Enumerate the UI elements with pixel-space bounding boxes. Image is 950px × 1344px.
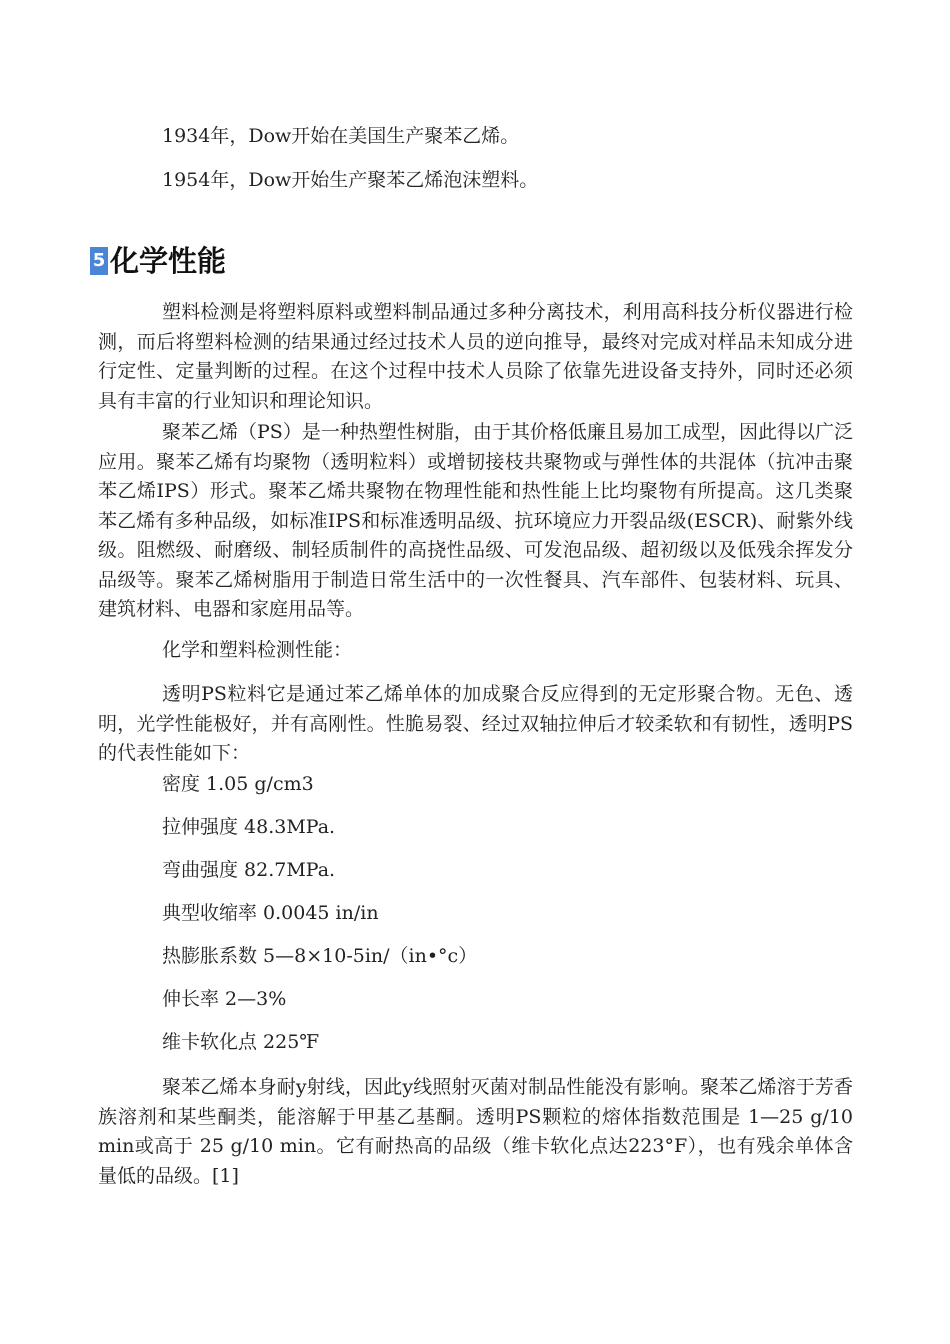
section-number-badge: 5: [90, 247, 108, 275]
history-line-1954: 1954年，Dow开始生产聚苯乙烯泡沫塑料。: [162, 169, 539, 191]
property-tensile-strength: 拉伸强度 48.3MPa.: [162, 816, 336, 838]
paragraph-transparent-ps: 透明PS粒料它是通过苯乙烯单体的加成聚合反应得到的无定形聚合物。无色、透明，光学性能极好，并有高刚性。性脆易裂、经过双轴拉伸后才较柔软和有韧性，透明PS的代表性能如下：: [98, 683, 853, 764]
property-elongation: 伸长率 2—3%: [162, 988, 287, 1010]
property-vicat-softening: 维卡软化点 225℉: [162, 1031, 320, 1053]
property-thermal-expansion: 热膨胀系数 5—8×10-5in/（in•°c）: [162, 945, 478, 967]
paragraph-testing-properties-heading: 化学和塑料检测性能：: [162, 639, 353, 661]
section-title: 化学性能: [110, 244, 227, 278]
property-density: 密度 1.05 g/cm3: [162, 773, 314, 795]
history-line-1934: 1934年，Dow开始在美国生产聚苯乙烯。: [162, 125, 520, 147]
paragraph-polystyrene-intro: 聚苯乙烯（PS）是一种热塑性树脂，由于其价格低廉且易加工成型，因此得以广泛应用。聚苯乙烯有均聚物（透明粒料）或增韧接枝共聚物或与弹性体的共混体（抗冲击聚苯乙烯IPS）形式。聚苯乙烯共聚物在物理性能和热性能上比均聚物有所提高。这几类聚苯乙烯有多种品级，如标准IPS和标准透明品级、抗环境应力开裂品级(ESCR)、耐紫外线级。阻燃级、耐磨级、制轻质制件的高挠性品级、可发泡品级、超初级以及低残余挥发分品级等。聚苯乙烯树脂用于制造日常生活中的一次性餐具、汽车部件、包装材料、玩具、建筑材料、电器和家庭用品等。: [98, 421, 853, 620]
property-shrinkage: 典型收缩率 0.0045 in/in: [162, 902, 379, 924]
paragraph-radiation-solubility: 聚苯乙烯本身耐y射线，因此y线照射灭菌对制品性能没有影响。聚苯乙烯溶于芳香族溶剂和某些酮类，能溶解于甲基乙基酮。透明PS颗粒的熔体指数范围是 1—25 g/10 min或高于 25 g/10 min。它有耐热高的品级（维卡软化点达223°F），也有残余单体含量低的品级。[1]: [98, 1076, 853, 1187]
property-flexural-strength: 弯曲强度 82.7MPa.: [162, 859, 336, 881]
paragraph-plastic-testing: 塑料检测是将塑料原料或塑料制品通过多种分离技术，利用高科技分析仪器进行检测，而后将塑料检测的结果通过经过技术人员的逆向推导，最终对完成对样品未知成分进行定性、定量判断的过程。在这个过程中技术人员除了依靠先进设备支持外，同时还必须具有丰富的行业知识和理论知识。: [98, 301, 853, 412]
section-heading: [90, 243, 226, 279]
